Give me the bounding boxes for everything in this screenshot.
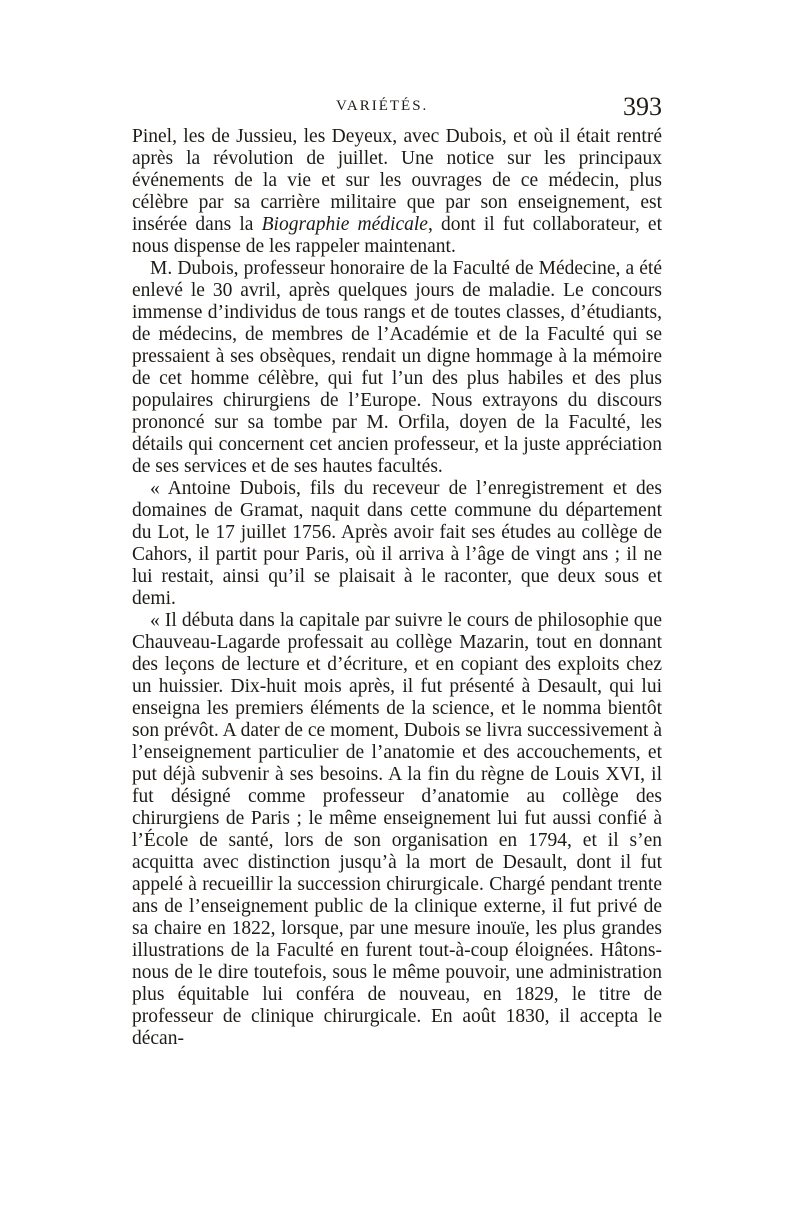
book-page [132, 92, 662, 1050]
paragraph [132, 258, 662, 478]
paragraph [132, 610, 662, 1050]
running-title: VARIÉTÉS. [336, 98, 429, 114]
body-text [132, 126, 662, 1050]
page-number: 393 [623, 92, 662, 121]
italic-title: Biographie médicale [261, 214, 428, 235]
text-segment: , dont il fut collaborateur, et nous dispense de les rappeler maintenant. [132, 214, 662, 257]
running-head [132, 92, 662, 126]
text-segment: M. Dubois, professeur honoraire de la Faculté de Médecine, a été enlevé le 30 avril, après quelques jours de maladie. Le concours immense d’individus de tous rangs et de toutes classes, d’étudiants, de médecins, de membres de l’Académie et de la Faculté qui se pressaient à ses obsèques, rendait un digne hommage à la mémoire de cet homme célèbre, qui fut l’un des plus habiles et des plus populaires chirurgiens de l’Europe. Nous extrayons du discours prononcé sur sa tombe par M. Orfila, doyen de la Faculté, les détails qui concernent cet ancien professeur, et la juste appréciation de ses services et de ses hautes facultés. [132, 258, 662, 477]
text-segment: « Antoine Dubois, fils du receveur de l’enregistrement et des domaines de Gramat, naquit dans cette commune du département du Lot, le 17 juillet 1756. Après avoir fait ses études au collège de Cahors, il partit pour Paris, où il arriva à l’âge de vingt ans ; il ne lui restait, ainsi qu’il se plaisait à le raconter, que deux sous et demi. [132, 478, 662, 609]
text-segment: « Il débuta dans la capitale par suivre le cours de philosophie que Chauveau-Lagarde professait au collège Mazarin, tout en donnant des leçons de lecture et d’écriture, et en copiant des exploits chez un huissier. Dix-huit mois après, il fut présenté à Desault, qui lui enseigna les premiers éléments de la science, et le nomma bientôt son prévôt. A dater de ce moment, Dubois se livra successivement à l’enseignement particulier de l’anatomie et des accouchements, et put déjà subvenir à ses besoins. A la fin du règne de Louis XVI, il fut désigné comme professeur d’anatomie au collège des chirurgiens de Paris ; le même enseignement lui fut aussi confié à l’École de santé, lors de son organisation en 1794, et il s’en acquitta avec distinction jusqu’à la mort de Desault, dont il fut appelé à recueillir la succession chirurgicale. Chargé pendant trente ans de l’enseignement public de la clinique externe, il fut privé de sa chaire en 1822, lorsque, par une mesure inouïe, les plus grandes illustrations de la Faculté en furent tout-à-coup éloignées. Hâtons-nous de le dire toutefois, sous le même pouvoir, une administration plus équitable lui conféra de nouveau, en 1829, le titre de professeur de clinique chirurgicale. En août 1830, il accepta le décan- [132, 610, 662, 1049]
paragraph [132, 478, 662, 610]
text-segment: Pinel, les de Jussieu, les Deyeux, avec Dubois, et où il était rentré après la révolution de juillet. Une notice sur les principaux événements de la vie et sur les ouvrages de ce médecin, plus célèbre par sa carrière militaire que par son enseignement, est insérée dans la [132, 126, 662, 235]
paragraph [132, 126, 662, 258]
